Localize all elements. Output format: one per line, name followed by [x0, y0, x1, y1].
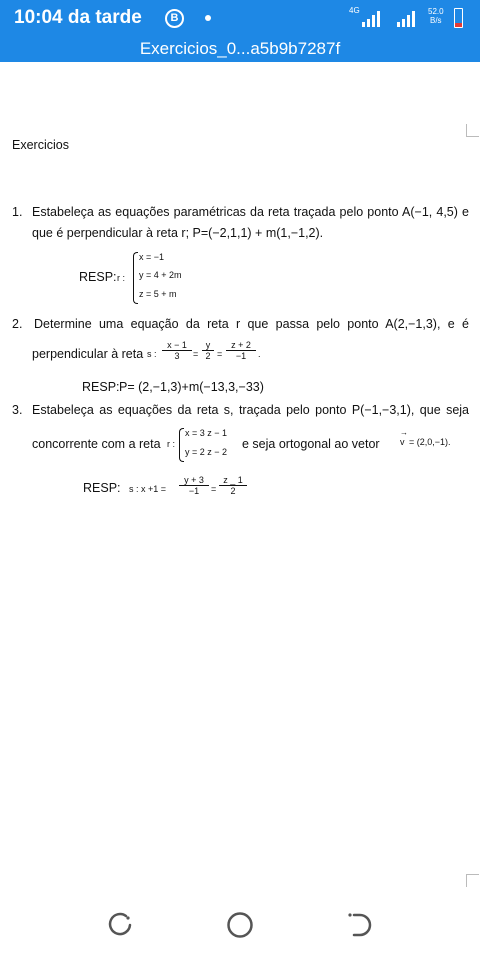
document-title: Exercicios_0...a5b9b7287f	[139, 39, 341, 58]
q2-frac2-den: 2	[202, 350, 214, 361]
q3-vector: v	[400, 437, 405, 447]
signal-strength-icon-2	[397, 11, 419, 27]
q1-eq-z: z = 5 + m	[139, 289, 177, 299]
signal-strength-icon	[362, 11, 384, 27]
q2-resp-text: P= (2,−1,3)+m(−13,3,−33)	[119, 380, 264, 394]
data-speed-value: 52.0	[428, 7, 444, 16]
q3-frac1-num: y + 3	[184, 475, 204, 485]
q3-eq-x: x = 3 z − 1	[185, 428, 228, 438]
q1-eq-x: x = −1	[139, 252, 165, 262]
back-icon[interactable]	[346, 911, 374, 939]
page-corner-mark	[466, 124, 479, 137]
data-speed-unit: B/s	[430, 16, 442, 25]
q2-number: 2.	[12, 317, 23, 331]
q3-line2-after: e seja ortogonal ao vetor	[242, 437, 380, 451]
document-title-bar[interactable]	[0, 36, 480, 62]
q2-fraction-2	[202, 340, 214, 361]
data-speed	[428, 7, 444, 25]
q3-number: 3.	[12, 403, 23, 417]
document-heading: Exercicios	[12, 138, 69, 152]
q2-fraction-3	[226, 340, 256, 361]
q3-eq-sign: =	[211, 484, 217, 494]
q3-line2-text: concorrente com a reta	[32, 437, 161, 451]
q1-brace	[133, 252, 138, 304]
recent-apps-icon[interactable]	[106, 911, 134, 939]
q2-resp-label: RESP:	[82, 380, 120, 394]
q3-frac1-den: −1	[179, 485, 209, 496]
battery-icon	[454, 8, 463, 28]
q2-fraction-1	[162, 340, 192, 361]
q2-frac1-num: x − 1	[167, 340, 187, 350]
q3-frac2-den: 2	[219, 485, 247, 496]
q2-eq-sign-1: =	[193, 349, 199, 359]
q3-resp-label: RESP:	[83, 481, 121, 495]
q3-resp-var: s : x +1 =	[129, 484, 167, 494]
q2-end-punct: .	[258, 349, 261, 359]
q3-fraction-1	[179, 475, 209, 496]
notification-b-icon: B	[165, 9, 184, 28]
q3-brace	[179, 428, 184, 462]
page-corner-mark-bottom	[466, 874, 479, 887]
status-bar	[0, 0, 480, 36]
clock: 10:04 da tarde	[14, 7, 142, 28]
q1-resp-label: RESP:	[79, 270, 117, 284]
network-type: 4G	[349, 6, 360, 15]
q3-vector-value: = (2,0,−1).	[409, 437, 451, 447]
q2-frac2-num: y	[205, 340, 211, 350]
notification-dot-icon	[205, 15, 211, 21]
q3-eq-y: y = 2 z − 2	[185, 447, 228, 457]
q2-line2-var: s :	[147, 349, 157, 359]
q1-number: 1.	[12, 205, 23, 219]
q3-fraction-2	[219, 475, 247, 496]
q1-line1: Estabeleça as equações paramétricas da reta traçada pelo ponto A(−1, 4,5) e	[32, 205, 469, 219]
q3-frac2-num: z _ 1	[223, 475, 243, 485]
q3-line2-var: r :	[167, 439, 175, 449]
q1-resp-var: r :	[117, 273, 125, 283]
q2-frac1-den: 3	[162, 350, 192, 361]
q1-eq-y: y = 4 + 2m	[139, 270, 182, 280]
q3-line1: Estabeleça as equações da reta s, traçada pelo ponto P(−1,−3,1), que seja	[32, 403, 469, 417]
q2-eq-sign-2: =	[217, 349, 223, 359]
q2-line2-text: perpendicular à reta	[32, 347, 144, 361]
q2-frac3-den: −1	[226, 350, 256, 361]
q2-frac3-num: z + 2	[231, 340, 251, 350]
home-icon[interactable]	[226, 911, 254, 939]
q2-line1: Determine uma equação da reta r que passa pelo ponto A(2,−1,3), e é	[34, 317, 469, 331]
vector-arrow-icon: →	[400, 428, 408, 437]
q1-line2: que é perpendicular à reta r; P=(−2,1,1) + m(1,−1,2).	[32, 226, 324, 240]
